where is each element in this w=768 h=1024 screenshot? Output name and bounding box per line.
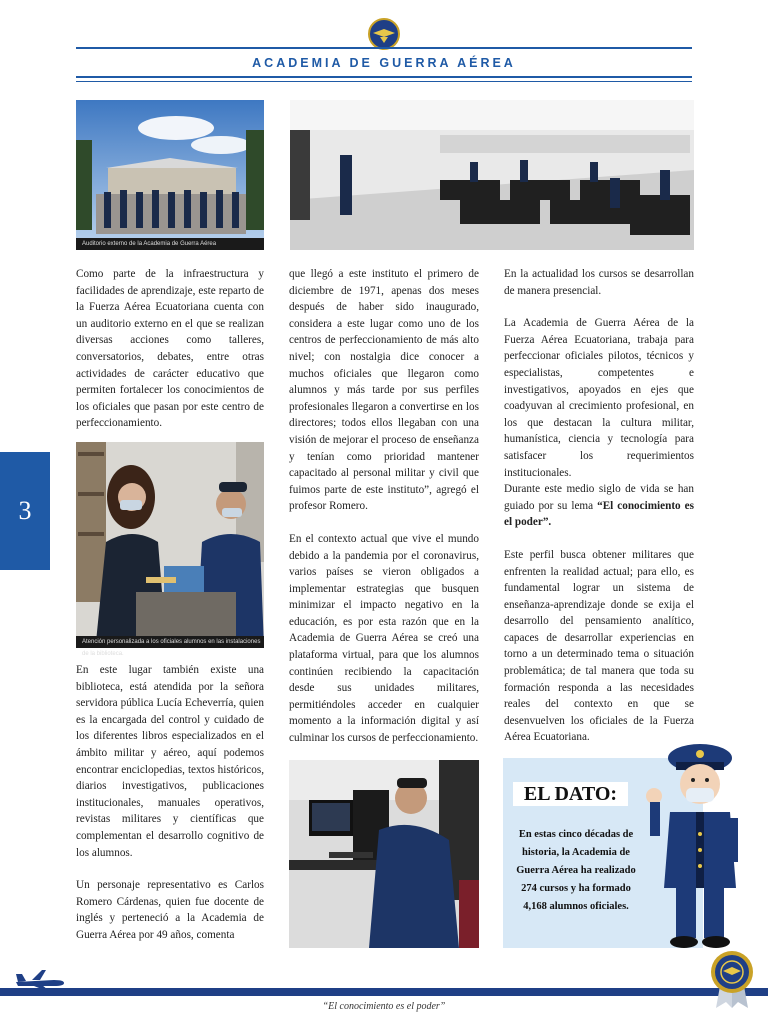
header-rule-thin [76,81,692,82]
column-3 [504,266,694,746]
footer-quote: “El conocimiento es el poder” [322,1001,446,1012]
paragraph-pandemic: En el contexto actual que vive el mundo debido a la pandemia por el coronavirus, varios países se vieron obligados a implementar estrategias que busquen minimizar el impacto negativo en la educación, es por esta razón que en la Academia de Guerra Aérea se creó una plataforma virtual, para que los alumnos continúen recibiendo la capacitación desde sus unidades militares, permitiéndoles acceder en cualquier momento a la información digital y así culminar los cursos de perfeccionamiento. [289,532,479,745]
classroom-photo [290,100,694,250]
paragraph-romero-quote: que llegó a este instituto el primero de diciembre de 1971, apenas dos meses después de haber sido inaugurado, considera a este lugar como uno de los centros de perfeccionamiento de más alto nivel; con nostalgia dice conocer a muchos oficiales que llegaron como alumnos y más tarde por sus perfiles profesionales llegaron a convertirse en los directores; todos ellos llegaban con una visión de mejorar el proceso de enseñanza y tenían como prioridad mantener capacitado al personal militar y civil que fuimos parte de este instituto”, agregó el profesor Romero. [289,268,479,513]
dato-title: EL DATO: [513,782,628,806]
motto-lead: Durante este medio siglo de vida se han guiado por su lema [504,483,694,512]
page-title: ACADEMIA DE GUERRA AÉREA [252,56,516,70]
academy-logo [368,18,400,50]
column-1-bottom [76,662,264,944]
footer-band [0,988,768,996]
paragraph-current-courses: En la actualidad los cursos se desarrollan de manera presencial. [504,268,694,297]
paragraph-profile: Este perfil busca obtener militares que enfrenten la realidad actual; para ello, es fundamental lograr un sistema de enseñanza-aprendizaje donde se exija el desarrollo del pensamiento analítico, capaces de desarrollar experiencias en torno a un determinado tema o situación problemática; de tal manera que toda su formación responda a las necesidades reales del contexto en que se desenvuelven los oficiales de la Fuerza Aérea Ecuatoriana. [504,548,694,744]
airplane-icon [14,968,66,990]
dato-text: En estas cinco décadas de historia, la Academia de Guerra Aérea ha realizado 274 cursos y ha formado 4,168 alumnos oficiales. [516,829,636,912]
paragraph-motto [504,481,694,531]
column-2 [289,266,479,747]
header-rule-top [76,47,692,49]
library-photo [76,442,264,657]
paragraph-auditorium: Como parte de la infraestructura y facilidades de aprendizaje, este reparto de la Fuerza Aérea Ecuatoriana cuenta con un auditorio externo en el que se realizan diversas acciones como talleres, conversatorios, debates, entre otras actividades de carácter educativo que permiten fortalecer los conocimientos de los oficiales que pasan por este centro de perfeccionamiento. [76,268,264,430]
paragraph-library: En este lugar también existe una biblioteca, está atendida por la señora servidora pública Lucía Echeverría, quien es la encargada del control y cuidado de los diferentes libros especializados en el ámbito militar y aéreo, aquí podemos encontrar enciclopedias, textos históricos, diarios investigativos, publicaciones institucionales, manuales operativos, revistas militares y científicas que complementan el desarrollo cognitivo de los alumnos. [76,664,264,859]
paragraph-romero-intro: Un personaje representativo es Carlos Romero Cárdenas, quien fue docente de inglés y perteneció a la Academia de Guerra Aérea por 49 años, comenta [76,879,264,941]
anniversary-seal-icon [708,950,756,1008]
auditorium-photo [76,100,264,250]
page-number: 3 [0,452,50,570]
header-rule-bottom [76,76,692,78]
motto-text: “El conocimiento es el poder”. [504,499,694,529]
auditorium-caption: Auditorio externo de la Academia de Guerra Aérea [76,238,264,250]
library-caption: Atención personalizada a los oficiales alumnos en las instalaciones de la biblioteca. [76,636,264,648]
column-1 [76,266,264,432]
officer-computer-photo [289,760,479,948]
cadet-illustration [640,738,740,950]
paragraph-academy-mission: La Academia de Guerra Aérea de la Fuerza Aérea Ecuatoriana, trabaja para perfeccionar oficiales pilotos, técnicos y especialistas, competentes e investigativos, apoyados en ejes que coadyuvan al crecimiento profesional, en los que destacan la cultura militar, humanística, ciencia y tecnología para satisfacer los requerimientos institucionales. [504,317,694,479]
